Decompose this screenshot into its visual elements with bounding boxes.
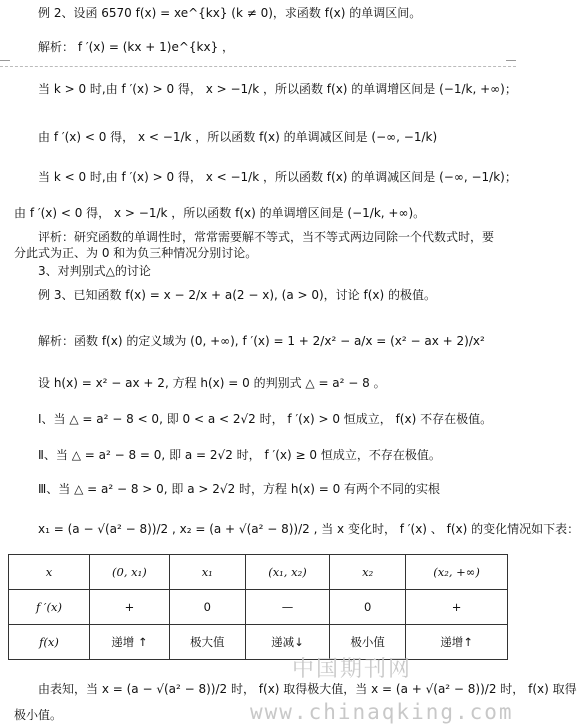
case-k-positive-decrease: 由 f ′(x) < 0 得， x < −1/k ，所以函数 f(x) 的单调减区间是 (−∞, −1/k): [38, 130, 438, 144]
case-k-positive-increase: 当 k > 0 时,由 f ′(x) > 0 得， x > −1/k ，所以函数 f(x) 的单调增区间是 (−1/k, +∞)；: [38, 82, 517, 96]
discriminant-definition: 设 h(x) = x² − ax + 2, 方程 h(x) = 0 的判别式 △ = a² − 8 。: [38, 376, 386, 390]
example-3-derivative: 解析：函数 f(x) 的定义域为 (0, +∞), f ′(x) = 1 + 2/x² − a/x = (x² − ax + 2)/x²: [38, 334, 485, 348]
example-3-statement: 例 3、已知函数 f(x) = x − 2/x + a(2 − x), (a > 0)，讨论 f(x) 的极值。: [38, 288, 437, 302]
page-corner-mark-left: [0, 60, 10, 73]
case-k-negative-increase: 由 f ′(x) < 0 得， x > −1/k ，所以函数 f(x) 的单调增区间是 (−1/k, +∞)。: [14, 206, 426, 220]
table-cell: +: [90, 590, 170, 625]
table-cell: 递增↑: [406, 625, 508, 660]
example-2-statement: 例 2、设函 6570 f(x) = xe^{kx} (k ≠ 0)，求函数 f(x) 的单调区间。: [38, 6, 422, 20]
table-row: [9, 555, 508, 590]
table-cell: x₂: [330, 555, 406, 590]
table-cell: 0: [330, 590, 406, 625]
watermark-url: www.chinaqking.com: [250, 700, 514, 724]
comment-line-2: 分此式为正、为 0 和为负三种情况分别讨论。: [14, 246, 258, 260]
table-row: [9, 625, 508, 660]
section-3-heading: 3、对判别式△的讨论: [38, 264, 151, 278]
table-cell: f(x): [9, 625, 90, 660]
table-cell: (0, x₁): [90, 555, 170, 590]
page-corner-mark-right: [506, 60, 516, 73]
monotonicity-table: [8, 554, 508, 660]
page-break-line: [0, 66, 516, 67]
table-cell: 递减↓: [245, 625, 329, 660]
table-cell: x₁: [169, 555, 245, 590]
table-cell: 0: [169, 590, 245, 625]
table-cell: 递增 ↑: [90, 625, 170, 660]
case-i: Ⅰ、当 △ = a² − 8 < 0, 即 0 < a < 2√2 时， f ′(x) > 0 恒成立， f(x) 不存在极值。: [38, 412, 493, 426]
table-cell: (x₂, +∞): [406, 555, 508, 590]
table-cell: f ′(x): [9, 590, 90, 625]
table-row: [9, 590, 508, 625]
conclusion-line: 由表知，当 x = (a − √(a² − 8))/2 时， f(x) 取得极大值，当 x = (a + √(a² − 8))/2 时， f(x) 取得: [38, 682, 577, 696]
conclusion-line-2: 极小值。: [14, 708, 63, 722]
table-cell: —: [245, 590, 329, 625]
comment-line-1: 评析：研究函数的单调性时，常常需要解不等式，当不等式两边同除一个代数式时，要: [38, 230, 495, 244]
table-cell: +: [406, 590, 508, 625]
table-cell: (x₁, x₂): [245, 555, 329, 590]
table-cell: 极大值: [169, 625, 245, 660]
example-2-derivative: 解析： f ′(x) = (kx + 1)e^{kx} ，: [38, 40, 235, 54]
table-cell: 极小值: [330, 625, 406, 660]
table-cell: x: [9, 555, 90, 590]
roots-line: x₁ = (a − √(a² − 8))/2 , x₂ = (a + √(a² − 8))/2 , 当 x 变化时， f ′(x) 、 f(x) 的变化情况如下表：: [38, 522, 579, 536]
case-iii: Ⅲ、当 △ = a² − 8 > 0, 即 a > 2√2 时，方程 h(x) = 0 有两个不同的实根: [38, 482, 441, 496]
watermark-cn: 中国期刊网: [292, 657, 413, 682]
case-k-negative-decrease: 当 k < 0 时,由 f ′(x) > 0 得， x < −1/k ，所以函数 f(x) 的单调减区间是 (−∞, −1/k)；: [38, 170, 517, 184]
case-ii: Ⅱ、当 △ = a² − 8 = 0, 即 a = 2√2 时， f ′(x) ≥ 0 恒成立，不存在极值。: [38, 448, 441, 462]
